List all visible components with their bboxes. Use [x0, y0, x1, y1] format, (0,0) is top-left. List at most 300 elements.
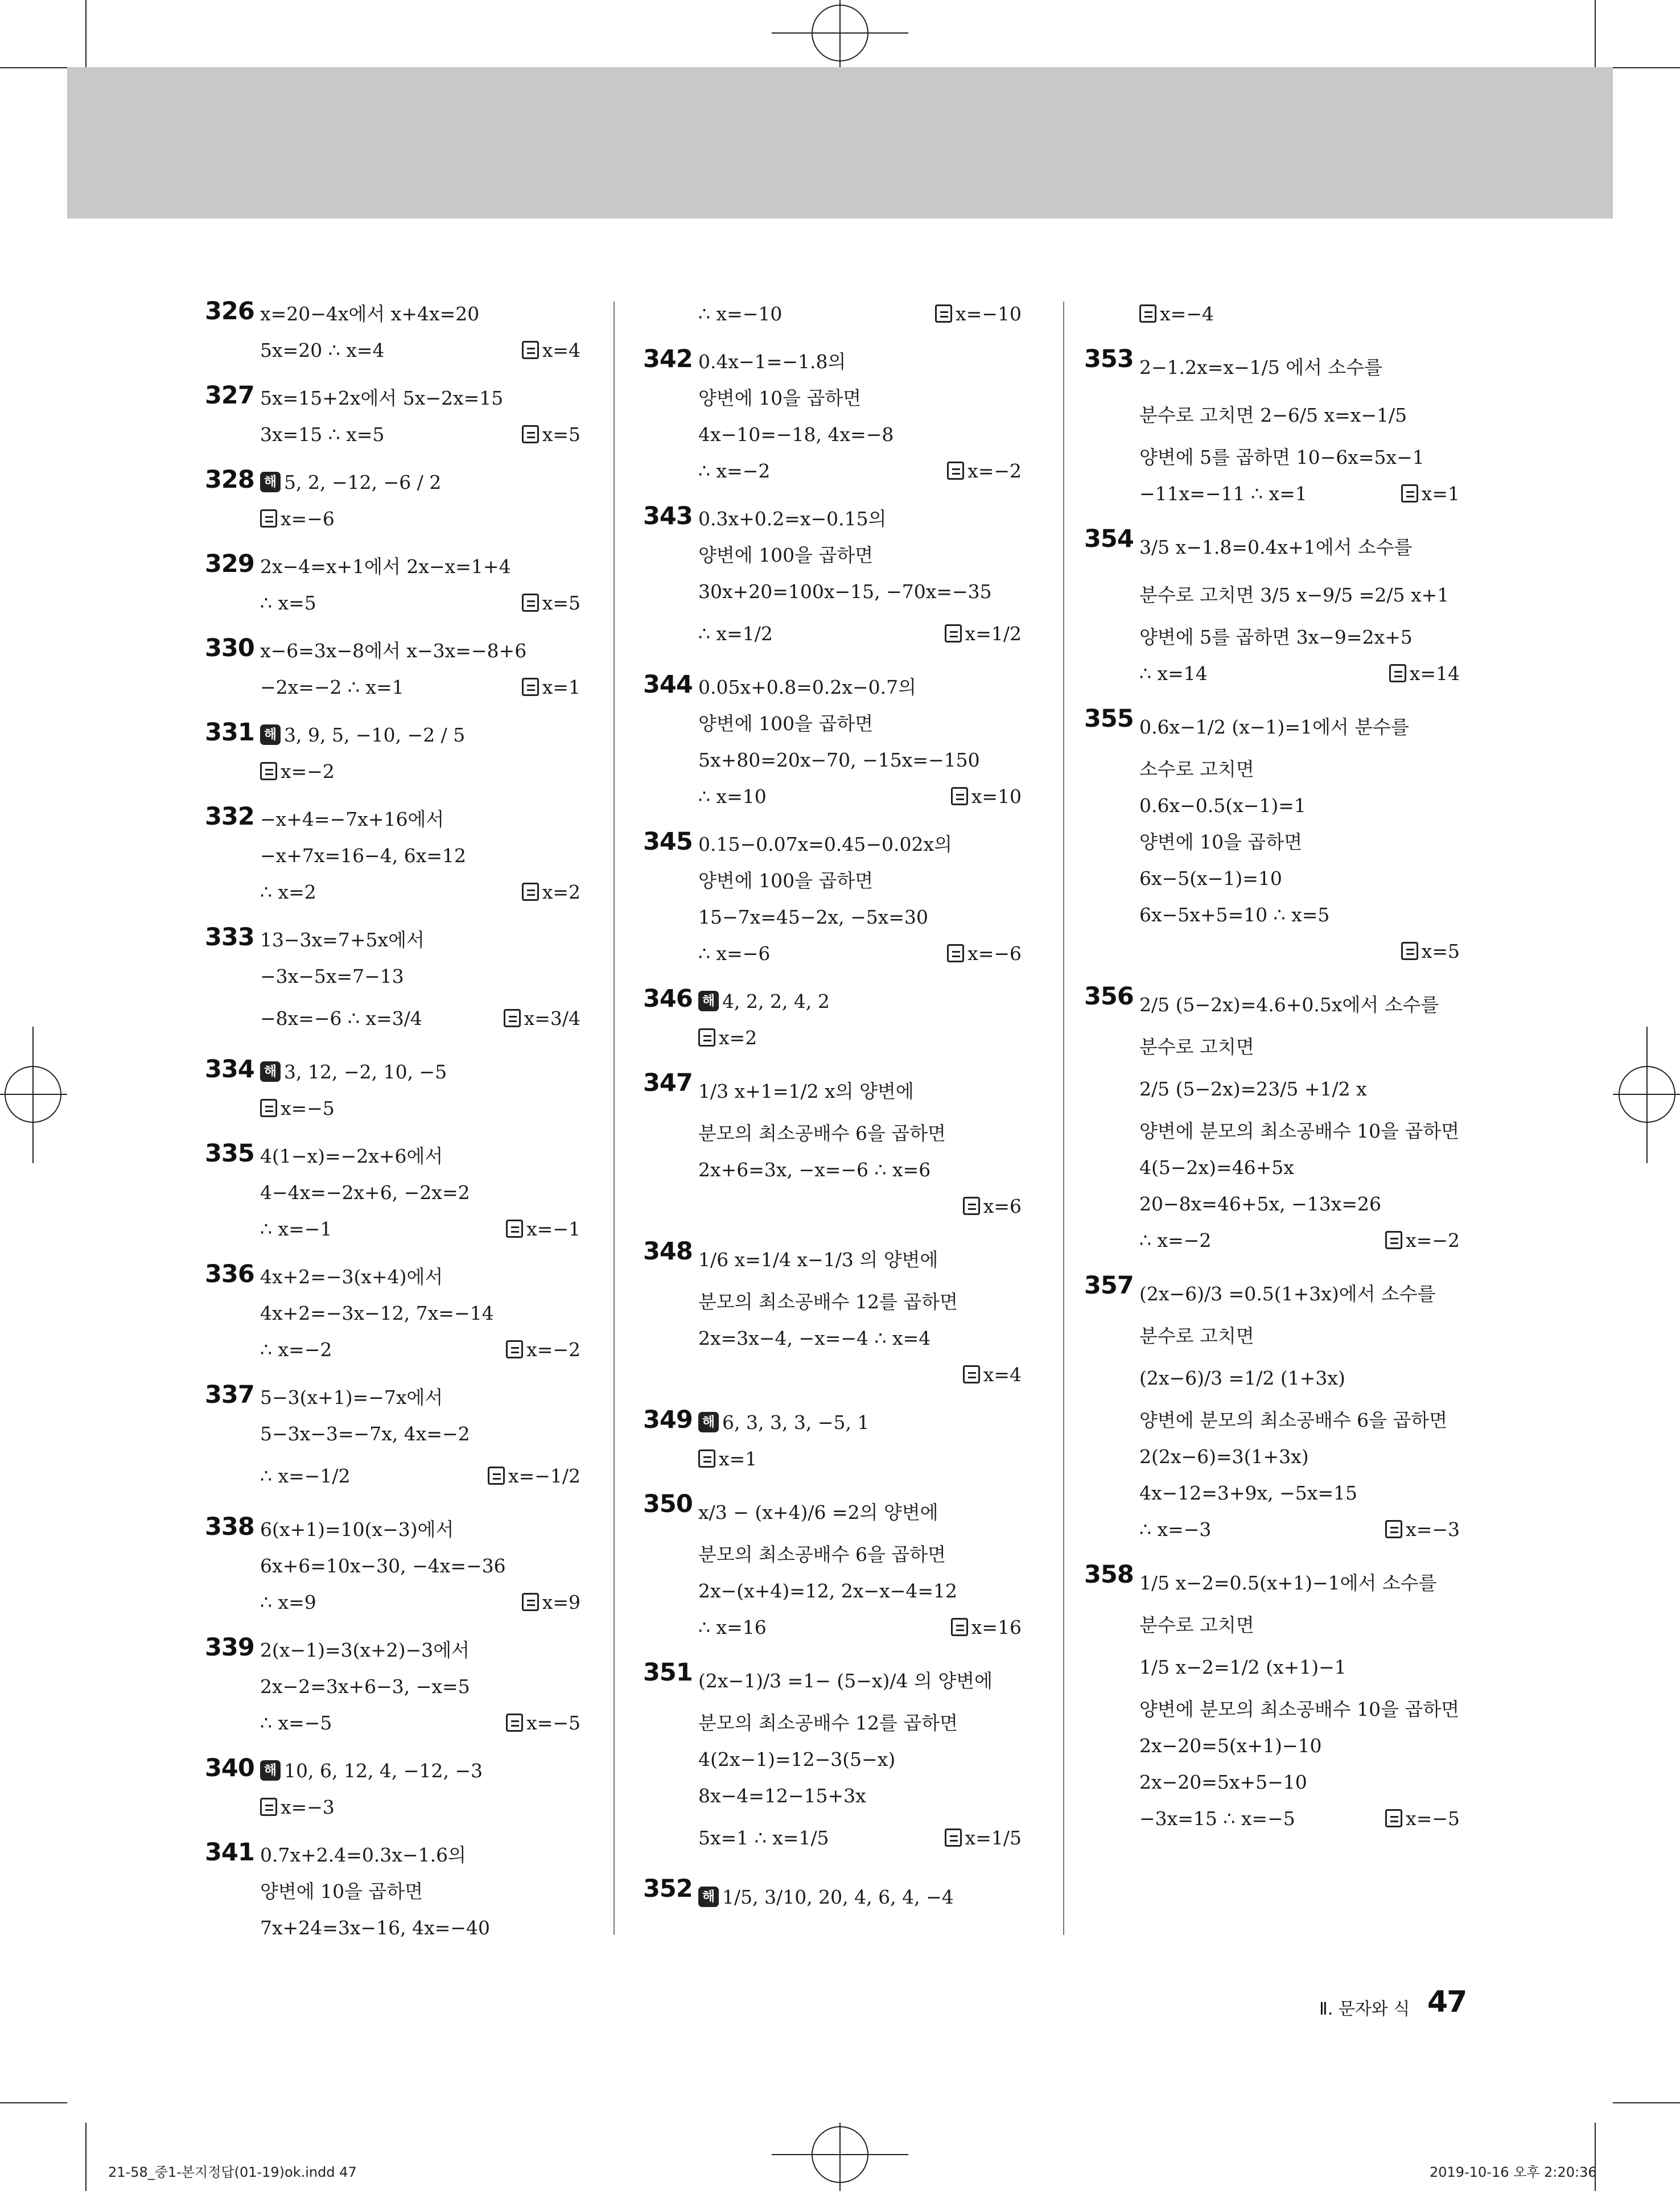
- solution-text: 7x+24=3x−16, 4x=−40: [260, 1917, 491, 1939]
- solution-line: [260, 717, 580, 753]
- solution-line: [1139, 1644, 1460, 1691]
- final-answer: x=1: [522, 669, 580, 706]
- solution-line: [260, 1379, 580, 1416]
- solution-line: [698, 742, 1022, 779]
- final-answer: x=6: [963, 1188, 1022, 1225]
- problem-number: 349: [643, 1406, 693, 1434]
- solution-text: 10, 6, 12, 4, −12, −3: [284, 1760, 483, 1782]
- solution-text: 3/5 x−1.8=0.4x+1에서 소수를: [1139, 536, 1413, 558]
- solution-text: 2/5 (5−2x)=4.6+0.5x에서 소수를: [1139, 994, 1439, 1016]
- solution-line: [260, 549, 580, 585]
- problem-number: 350: [643, 1490, 693, 1518]
- solution-text: ∴ x=2: [260, 881, 316, 903]
- solution-line: [260, 585, 580, 621]
- final-answer: x=14: [1389, 656, 1460, 692]
- solution-line: [698, 1537, 1022, 1573]
- answer-icon: [260, 762, 277, 780]
- page-number: 47: [1427, 1985, 1467, 2019]
- solution-text: 0.15−0.07x=0.45−0.02x의: [698, 833, 952, 855]
- answer-item: [643, 501, 1022, 658]
- solution-text: 분모의 최소공배수 12를 곱하면: [698, 1712, 958, 1734]
- solution-text: 양변에 10을 곱하면: [698, 387, 862, 409]
- solution-line: [260, 332, 580, 369]
- solution-text: ∴ x=−5: [260, 1712, 332, 1734]
- solution-text: 5x=15+2x에서 5x−2x=15: [260, 387, 504, 409]
- solution-text: (2x−6)/3 =0.5(1+3x)에서 소수를: [1139, 1283, 1436, 1305]
- answer-icon: [1385, 1809, 1402, 1827]
- solution-line: [260, 501, 580, 537]
- solution-line: [698, 983, 1022, 1020]
- solution-text: 소수로 고치면: [1139, 758, 1254, 780]
- explanation-icon: 해: [260, 472, 281, 492]
- solution-text: x=−5: [281, 1097, 335, 1119]
- solution-text: 2(x−1)=3(x+2)−3에서: [260, 1639, 470, 1661]
- answer-icon: [522, 1593, 539, 1611]
- answer-item: [1084, 344, 1460, 512]
- answer-icon: [963, 1365, 980, 1383]
- solution-line: [260, 995, 580, 1043]
- problem-number: 351: [643, 1658, 693, 1687]
- solution-text: 3, 12, −2, 10, −5: [284, 1061, 447, 1083]
- solution-text: x=1: [719, 1448, 757, 1470]
- solution-text: −x+7x=16−4, 6x=12: [260, 845, 467, 867]
- solution-text: 4x+2=−3(x+4)에서: [260, 1266, 443, 1288]
- problem-number: 332: [205, 802, 254, 831]
- answer-item: [205, 1632, 580, 1741]
- solution-line: [1139, 571, 1460, 619]
- solution-line: [260, 1873, 580, 1910]
- solution-line: [698, 501, 1022, 537]
- solution-line: [260, 753, 580, 790]
- final-answer: x=−1/2: [488, 1452, 580, 1500]
- problem-number: 331: [205, 718, 254, 747]
- solution-text: 2−1.2x=x−1/5 에서 소수를: [1139, 356, 1383, 378]
- solution-line: [698, 1778, 1022, 1814]
- solution-line: [1139, 1728, 1460, 1764]
- solution-line: [260, 1705, 580, 1741]
- solution-text: x=−4: [1160, 303, 1214, 325]
- explanation-icon: 해: [260, 1061, 281, 1082]
- answer-icon: [698, 1449, 715, 1468]
- solution-line: [260, 1416, 580, 1452]
- explanation-icon: 해: [698, 1887, 719, 1907]
- solution-line: [260, 1632, 580, 1669]
- solution-line: [698, 1657, 1022, 1705]
- solution-line: [698, 610, 1022, 658]
- final-answer: x=1/2: [945, 610, 1022, 658]
- slug-filename: 21-58_중1-본지정답(01-19)ok.indd 47: [108, 2164, 357, 2180]
- answer-item: [643, 826, 1022, 972]
- solution-line: [260, 669, 580, 706]
- solution-line: [1139, 788, 1460, 824]
- solution-line: [260, 1452, 580, 1500]
- final-answer: x=−1: [506, 1211, 580, 1247]
- solution-line: [1139, 1150, 1460, 1186]
- solution-text: ∴ x=−6: [698, 942, 771, 965]
- solution-line: [260, 1295, 580, 1332]
- solution-text: ∴ x=10: [698, 785, 767, 808]
- solution-line: [1139, 1691, 1460, 1728]
- solution-text: 15−7x=45−2x, −5x=30: [698, 906, 929, 928]
- solution-line: [698, 1705, 1022, 1741]
- solution-text: −11x=−11 ∴ x=1: [1139, 483, 1307, 505]
- answer-item: [643, 1489, 1022, 1646]
- section-label: Ⅱ. 문자와 식: [1319, 1999, 1410, 2019]
- solution-line: [698, 296, 1022, 332]
- solution-text: 5x+80=20x−70, −15x=−150: [698, 749, 980, 771]
- solution-text: 6(x+1)=10(x−3)에서: [260, 1518, 454, 1541]
- solution-line: [698, 574, 1022, 610]
- solution-text: 2x=3x−4, −x=−4 ∴ x=4: [698, 1327, 931, 1349]
- crop-mark: [1613, 67, 1680, 68]
- solution-line: [1139, 1607, 1460, 1644]
- solution-line: [698, 1068, 1022, 1115]
- answer-item: [1084, 703, 1460, 970]
- solution-text: 분수로 고치면 3/5 x−9/5 =2/5 x+1: [1139, 584, 1450, 606]
- answer-item: [205, 717, 580, 790]
- answer-icon: [951, 1618, 968, 1636]
- final-answer: x=9: [522, 1584, 580, 1621]
- solution-line: [260, 838, 580, 874]
- solution-line: [260, 1789, 580, 1826]
- solution-line: [698, 1873, 1022, 1921]
- problem-number: 358: [1084, 1560, 1134, 1589]
- solution-text: 5, 2, −12, −6 / 2: [284, 471, 442, 493]
- final-answer: x=−2: [947, 453, 1022, 489]
- problem-number: 326: [205, 297, 254, 326]
- answer-icon: [504, 1009, 521, 1027]
- solution-line: [1139, 619, 1460, 656]
- final-answer: x=−6: [947, 936, 1022, 972]
- solution-text: −8x=−6 ∴ x=3/4: [260, 1007, 422, 1029]
- solution-line: [1139, 1113, 1460, 1150]
- solution-line: [698, 380, 1022, 417]
- answer-icon: [945, 624, 962, 643]
- header-band: [67, 67, 1613, 219]
- solution-text: 2/5 (5−2x)=23/5 +1/2 x: [1139, 1078, 1367, 1100]
- problem-number: 356: [1084, 982, 1134, 1011]
- solution-text: 0.6x−1/2 (x−1)=1에서 분수를: [1139, 716, 1409, 738]
- final-answer: x=−5: [1385, 1801, 1460, 1837]
- final-answer: x=−3: [1385, 1512, 1460, 1548]
- solution-text: 2x−4=x+1에서 2x−x=1+4: [260, 555, 511, 578]
- solution-line: [698, 899, 1022, 936]
- final-answer: x=5: [1401, 933, 1460, 970]
- crop-mark: [1613, 2102, 1680, 2103]
- answer-icon: [522, 594, 539, 612]
- solution-line: [260, 874, 580, 911]
- solution-text: 분모의 최소공배수 12를 곱하면: [698, 1291, 958, 1313]
- solution-text: 2x−2=3x+6−3, −x=5: [260, 1675, 470, 1698]
- solution-line: [260, 380, 580, 417]
- solution-text: 30x+20=100x−15, −70x=−35: [698, 580, 992, 603]
- solution-text: 2(2x−6)=3(1+3x): [1139, 1445, 1309, 1468]
- solution-text: 1/5, 3/10, 20, 4, 6, 4, −4: [722, 1886, 954, 1908]
- solution-line: [260, 1910, 580, 1946]
- crop-mark: [85, 2123, 87, 2191]
- answer-icon: [522, 678, 539, 696]
- answer-item: [205, 296, 580, 369]
- explanation-icon: 해: [260, 724, 281, 745]
- answer-item: [643, 1236, 1022, 1393]
- answer-item: [643, 344, 1022, 489]
- solution-text: 양변에 10을 곱하면: [1139, 831, 1303, 853]
- solution-line: [698, 1609, 1022, 1646]
- solution-line: [698, 1814, 1022, 1862]
- problem-number: 334: [205, 1055, 254, 1084]
- solution-line: [260, 633, 580, 669]
- solution-line: [260, 1138, 580, 1175]
- answer-icon: [506, 1220, 523, 1238]
- solution-line: [1139, 524, 1460, 571]
- solution-text: ∴ x=−2: [260, 1339, 332, 1361]
- solution-text: 분수로 고치면: [1139, 1325, 1254, 1347]
- solution-text: 4(2x−1)=12−3(5−x): [698, 1748, 896, 1770]
- solution-line: [1139, 860, 1460, 897]
- answer-icon: [947, 944, 964, 962]
- solution-text: 5x=1 ∴ x=1/5: [698, 1827, 829, 1849]
- solution-line: [698, 826, 1022, 863]
- problem-number: 333: [205, 923, 254, 952]
- solution-line: [1139, 933, 1460, 970]
- final-answer: x=−10: [935, 296, 1022, 332]
- solution-text: (2x−6)/3 =1/2 (1+3x): [1139, 1367, 1345, 1389]
- solution-line: [1139, 981, 1460, 1029]
- solution-line: [1139, 1270, 1460, 1318]
- solution-text: x−6=3x−8에서 x−3x=−8+6: [260, 640, 527, 662]
- solution-text: 1/5 x−2=1/2 (x+1)−1: [1139, 1656, 1347, 1678]
- answer-item: [205, 464, 580, 537]
- solution-line: [260, 1548, 580, 1584]
- answer-item: [643, 1068, 1022, 1225]
- solution-text: ∴ x=−2: [1139, 1229, 1212, 1251]
- solution-text: 8x−4=12−15+3x: [698, 1785, 866, 1807]
- answer-item: [1084, 296, 1460, 332]
- solution-text: 1/3 x+1=1/2 x의 양변에: [698, 1080, 914, 1102]
- solution-line: [260, 1669, 580, 1705]
- problem-number: 344: [643, 670, 693, 699]
- answer-icon: [1139, 304, 1156, 323]
- answer-item: [205, 1512, 580, 1621]
- answer-item: [205, 1837, 580, 1946]
- final-answer: x=10: [951, 779, 1022, 815]
- answer-column-2: [643, 296, 1022, 1933]
- final-answer: x=3/4: [504, 995, 580, 1043]
- solution-line: [1139, 1439, 1460, 1475]
- problem-number: 329: [205, 550, 254, 578]
- problem-number: 339: [205, 1633, 254, 1662]
- solution-text: 양변에 분모의 최소공배수 6을 곱하면: [1139, 1409, 1448, 1431]
- solution-text: ∴ x=1/2: [698, 623, 773, 645]
- final-answer: x=2: [522, 874, 580, 911]
- solution-text: x/3 − (x+4)/6 =2의 양변에: [698, 1501, 938, 1523]
- solution-text: 4x−10=−18, 4x=−8: [698, 423, 894, 446]
- solution-text: 4, 2, 2, 4, 2: [722, 990, 830, 1012]
- solution-line: [1139, 1512, 1460, 1548]
- solution-text: 20−8x=46+5x, −13x=26: [1139, 1193, 1382, 1215]
- solution-line: [1139, 1764, 1460, 1801]
- answer-icon: [522, 425, 539, 443]
- solution-text: 양변에 5를 곱하면 10−6x=5x−1: [1139, 446, 1424, 468]
- solution-text: 4x−12=3+9x, −5x=15: [1139, 1482, 1358, 1504]
- answer-item: [1084, 1270, 1460, 1548]
- final-answer: x=5: [522, 585, 580, 621]
- solution-line: [698, 1152, 1022, 1188]
- solution-text: 6, 3, 3, 3, −5, 1: [722, 1411, 870, 1434]
- answer-item: [1084, 981, 1460, 1259]
- answer-icon: [260, 1099, 277, 1117]
- answer-icon: [963, 1197, 980, 1215]
- solution-text: ∴ x=−3: [1139, 1518, 1212, 1541]
- solution-line: [1139, 656, 1460, 692]
- solution-text: −3x=15 ∴ x=−5: [1139, 1807, 1295, 1830]
- final-answer: x=16: [951, 1609, 1022, 1646]
- solution-text: 분수로 고치면: [1139, 1036, 1254, 1058]
- answer-icon: [951, 787, 968, 805]
- slug-timestamp: 2019-10-16 오후 2:20:36: [1430, 2164, 1597, 2180]
- solution-text: 4−4x=−2x+6, −2x=2: [260, 1181, 470, 1204]
- answer-item: [643, 983, 1022, 1056]
- solution-text: 0.05x+0.8=0.2x−0.7의: [698, 676, 916, 698]
- solution-text: 2x+6=3x, −x=−6 ∴ x=6: [698, 1159, 931, 1181]
- solution-text: 양변에 분모의 최소공배수 10을 곱하면: [1139, 1120, 1460, 1142]
- solution-line: [260, 801, 580, 838]
- problem-number: 336: [205, 1260, 254, 1288]
- solution-line: [698, 344, 1022, 380]
- solution-text: ∴ x=−1: [260, 1218, 332, 1240]
- solution-text: 1/5 x−2=0.5(x+1)−1에서 소수를: [1139, 1572, 1437, 1594]
- column-divider: [1063, 302, 1064, 1935]
- solution-line: [260, 296, 580, 332]
- solution-line: [698, 1405, 1022, 1441]
- solution-text: 0.3x+0.2=x−0.15의: [698, 508, 887, 530]
- solution-line: [1139, 703, 1460, 751]
- solution-text: x=20−4x에서 x+4x=20: [260, 303, 480, 325]
- solution-text: (2x−1)/3 =1− (5−x)/4 의 양변에: [698, 1670, 993, 1692]
- solution-text: −x+4=−7x+16에서: [260, 808, 444, 830]
- problem-number: 346: [643, 985, 693, 1013]
- solution-text: x=−3: [281, 1796, 335, 1818]
- explanation-icon: 해: [698, 1412, 719, 1432]
- answer-item: [643, 296, 1022, 332]
- solution-line: [260, 1584, 580, 1621]
- explanation-icon: 해: [260, 1760, 281, 1781]
- solution-text: ∴ x=−2: [698, 460, 771, 482]
- solution-line: [1139, 1559, 1460, 1607]
- solution-line: [698, 669, 1022, 706]
- solution-line: [698, 863, 1022, 899]
- solution-text: ∴ x=14: [1139, 662, 1208, 685]
- problem-number: 340: [205, 1754, 254, 1782]
- solution-text: 5−3(x+1)=−7x에서: [260, 1386, 443, 1408]
- solution-line: [260, 1090, 580, 1127]
- answer-icon: [935, 304, 952, 323]
- solution-line: [698, 417, 1022, 453]
- solution-line: [698, 537, 1022, 574]
- solution-text: ∴ x=5: [260, 592, 316, 614]
- answer-icon: [945, 1828, 962, 1847]
- answer-item: [205, 1138, 580, 1247]
- problem-number: 355: [1084, 705, 1134, 733]
- solution-text: 4x+2=−3x−12, 7x=−14: [260, 1302, 494, 1324]
- solution-line: [1139, 1354, 1460, 1402]
- solution-text: 6x+6=10x−30, −4x=−36: [260, 1555, 506, 1577]
- solution-line: [260, 1753, 580, 1789]
- answer-icon: [506, 1714, 523, 1732]
- solution-line: [260, 1259, 580, 1295]
- solution-line: [1139, 751, 1460, 788]
- answer-item: [1084, 1559, 1460, 1837]
- solution-text: 양변에 100을 곱하면: [698, 544, 874, 566]
- solution-line: [260, 1054, 580, 1090]
- solution-line: [698, 1115, 1022, 1152]
- answer-item: [1084, 524, 1460, 692]
- solution-line: [1139, 824, 1460, 860]
- solution-line: [698, 706, 1022, 742]
- solution-text: 2x−20=5(x+1)−10: [1139, 1735, 1322, 1757]
- crop-mark: [1595, 0, 1596, 67]
- solution-text: 분모의 최소공배수 6을 곱하면: [698, 1543, 946, 1566]
- solution-line: [698, 1188, 1022, 1225]
- answer-icon: [1401, 942, 1418, 960]
- solution-text: 6x−5(x−1)=10: [1139, 867, 1282, 889]
- final-answer: x=−2: [1385, 1222, 1460, 1259]
- answer-icon: [260, 1798, 277, 1816]
- column-divider: [613, 302, 615, 1935]
- solution-text: ∴ x=16: [698, 1616, 767, 1638]
- answer-item: [205, 1379, 580, 1500]
- problem-number: 343: [643, 502, 693, 530]
- problem-number: 328: [205, 466, 254, 494]
- problem-number: 335: [205, 1139, 254, 1168]
- solution-line: [1139, 1801, 1460, 1837]
- solution-line: [698, 1489, 1022, 1537]
- crop-mark: [0, 2102, 67, 2103]
- crop-mark: [1595, 2123, 1596, 2191]
- answer-item: [205, 380, 580, 453]
- solution-line: [260, 417, 580, 453]
- answer-icon: [1401, 484, 1418, 503]
- answer-item: [205, 1054, 580, 1127]
- answer-item: [643, 1873, 1022, 1921]
- answer-item: [205, 1753, 580, 1826]
- answer-icon: [698, 1028, 715, 1047]
- problem-number: 347: [643, 1069, 693, 1097]
- answer-icon: [522, 883, 539, 901]
- solution-line: [698, 1320, 1022, 1357]
- answer-item: [205, 633, 580, 706]
- problem-number: 348: [643, 1237, 693, 1266]
- answer-column-3: [1084, 296, 1460, 1848]
- solution-text: 양변에 분모의 최소공배수 10을 곱하면: [1139, 1698, 1460, 1720]
- solution-text: 분수로 고치면: [1139, 1614, 1254, 1636]
- solution-line: [698, 453, 1022, 489]
- problem-number: 353: [1084, 345, 1134, 373]
- final-answer: x=4: [963, 1357, 1022, 1393]
- solution-line: [1139, 1029, 1460, 1065]
- final-answer: x=1: [1401, 476, 1460, 512]
- solution-text: ∴ x=−10: [698, 303, 783, 325]
- solution-line: [1139, 1222, 1460, 1259]
- solution-line: [1139, 1065, 1460, 1113]
- solution-text: 양변에 10을 곱하면: [260, 1880, 423, 1902]
- solution-line: [698, 1573, 1022, 1609]
- solution-line: [260, 958, 580, 995]
- solution-line: [698, 1357, 1022, 1393]
- solution-text: 5−3x−3=−7x, 4x=−2: [260, 1423, 470, 1445]
- problem-number: 354: [1084, 525, 1134, 553]
- solution-text: x=−6: [281, 508, 335, 530]
